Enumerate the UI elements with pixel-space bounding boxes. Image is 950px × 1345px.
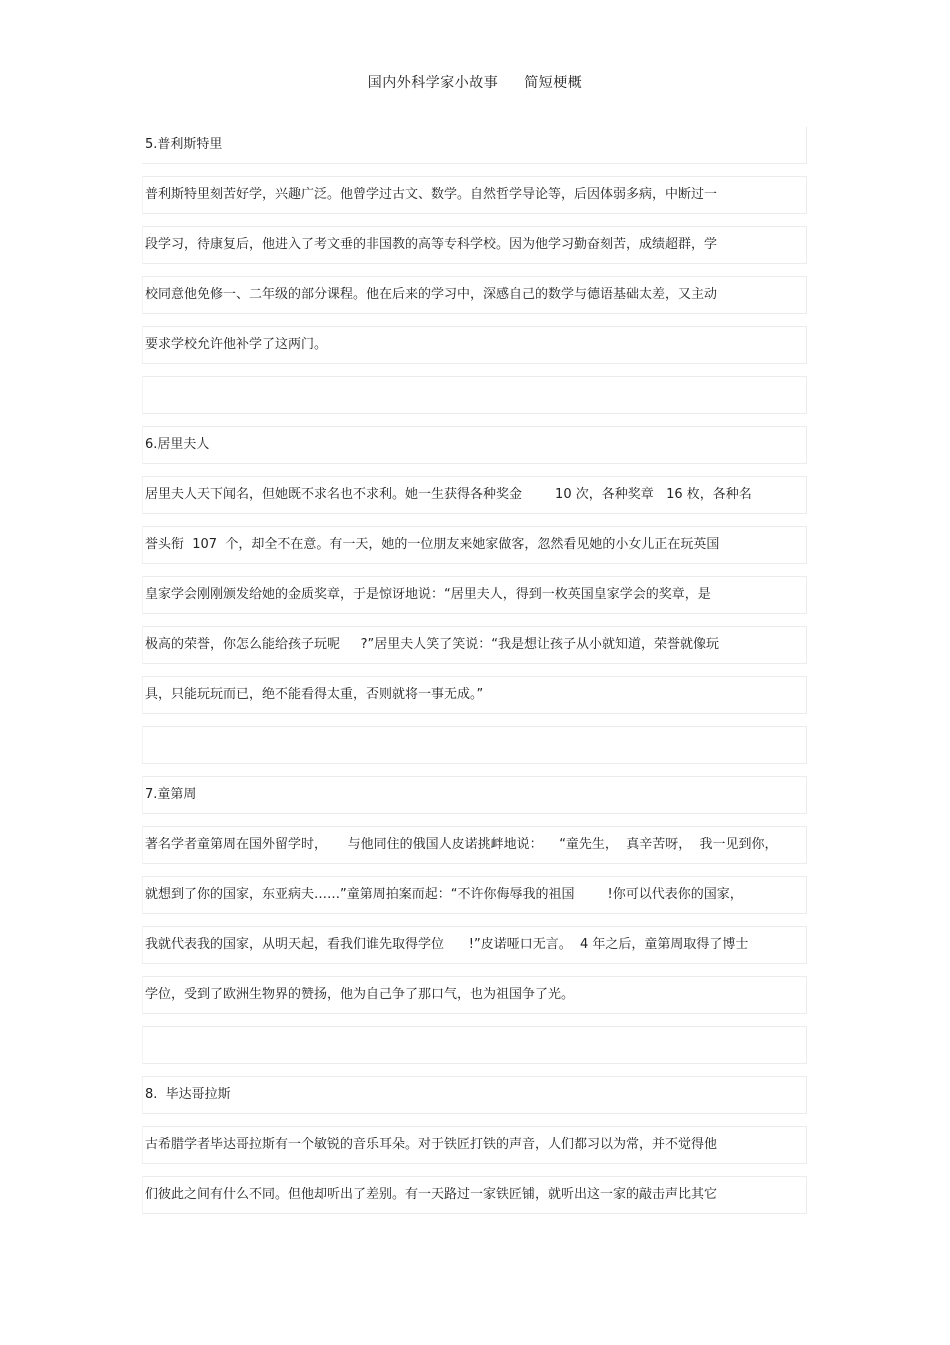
text-line: 要求学校允许他补学了这两门。: [145, 337, 328, 352]
text-line-row: [142, 176, 807, 214]
document-title: [0, 72, 950, 92]
text-line: 普利斯特里刻苦好学，兴趣广泛。他曾学过古文、数学。自然哲学导论等，后因体弱多病，中断过一: [145, 187, 718, 202]
section-heading-row: [142, 1076, 807, 1114]
text-line-row: [142, 976, 807, 1014]
blank-row: [142, 726, 807, 764]
title-main: 国内外科学家小故事: [367, 75, 499, 91]
text-line-row: [142, 926, 807, 964]
text-line-row: [142, 476, 807, 514]
text-line: 皇家学会刚刚颁发给她的金质奖章，于是惊讶地说：“居里夫人，得到一枚英国皇家学会的奖章，是: [145, 587, 711, 602]
text-line: 学位，受到了欧洲生物界的赞扬，他为自己争了那口气，也为祖国争了光。: [145, 987, 575, 1002]
section-heading: 8. 毕达哥拉斯: [145, 1087, 231, 1102]
text-line-row: [142, 626, 807, 664]
section-heading-row: [142, 426, 807, 464]
text-line: 具，只能玩玩而已，绝不能看得太重，否则就将一事无成。”: [145, 687, 484, 702]
text-line-row: [142, 526, 807, 564]
text-line-row: [142, 826, 807, 864]
text-line: 就想到了你的国家，东亚病夫……”童第周拍案而起：“不许你侮辱我的祖国 !你可以代表你的国家，: [145, 887, 743, 902]
text-line-row: [142, 1176, 807, 1214]
section-heading: 6.居里夫人: [145, 437, 210, 452]
text-line-row: [142, 326, 807, 364]
text-line: 极高的荣誉，你怎么能给孩子玩呢 ?”居里夫人笑了笑说：“我是想让孩子从小就知道，荣誉就像玩: [145, 637, 720, 652]
text-line-row: [142, 576, 807, 614]
section-heading: 7.童第周: [145, 787, 197, 802]
section-heading: 5.普利斯特里: [145, 137, 223, 152]
section-heading-row: [142, 776, 807, 814]
text-line-row: [142, 276, 807, 314]
text-line: 校同意他免修一、二年级的部分课程。他在后来的学习中，深感自己的数学与德语基础太差，又主动: [145, 287, 718, 302]
section-heading-row: [142, 126, 807, 164]
text-line-row: [142, 1126, 807, 1164]
text-line-row: [142, 226, 807, 264]
text-line: 我就代表我的国家，从明天起，看我们谁先取得学位 !”皮诺哑口无言。 4 年之后，童第周取得了博士: [145, 937, 749, 952]
text-line-row: [142, 676, 807, 714]
text-line: 段学习，待康复后，他进入了考文垂的非国教的高等专科学校。因为他学习勤奋刻苦，成绩超群，学: [145, 237, 718, 252]
text-line-row: [142, 876, 807, 914]
text-line: 誉头衔 107 个，却全不在意。有一天，她的一位朋友来她家做客，忽然看见她的小女儿正在玩英国: [145, 537, 720, 552]
text-line: 们彼此之间有什么不同。但他却听出了差别。有一天路过一家铁匠铺，就听出这一家的敲击声比其它: [145, 1187, 718, 1202]
title-sub: 简短梗概: [524, 75, 583, 91]
story-text-block: [142, 126, 807, 1226]
text-line: 古希腊学者毕达哥拉斯有一个敏锐的音乐耳朵。对于铁匠打铁的声音，人们都习以为常，并不觉得他: [145, 1137, 718, 1152]
text-line: 居里夫人天下闻名，但她既不求名也不求利。她一生获得各种奖金 10 次，各种奖章 16 枚，各种名: [145, 487, 752, 502]
blank-row: [142, 376, 807, 414]
blank-row: [142, 1026, 807, 1064]
text-line: 著名学者童第周在国外留学时， 与他同住的俄国人皮诺挑衅地说： “童先生， 真辛苦呀， 我一见到你，: [145, 837, 778, 852]
